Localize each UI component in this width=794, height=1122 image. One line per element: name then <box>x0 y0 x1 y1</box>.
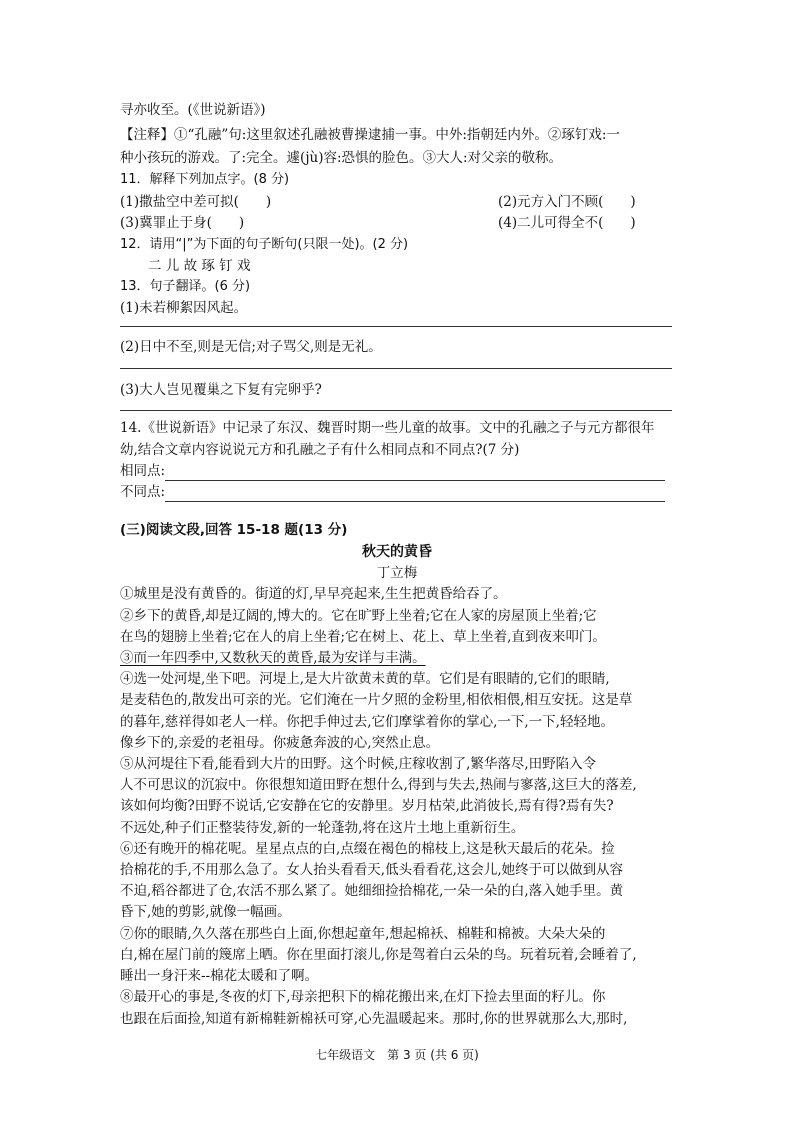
essay-line: 人不可思议的沉寂中。你很想知道田野在想什么,得到与失去,热闹与寥落,这巨大的落差, <box>120 777 637 793</box>
question-11-stem: 11．解释下列加点字。(8 分) <box>120 172 290 187</box>
answer-line[interactable] <box>120 410 672 411</box>
essay-line: ④选一处河堤,坐下吧。河堤上,是大片欲黄未黄的草。它们是有眼睛的,它们的眼睛, <box>120 671 610 687</box>
essay-line-underlined: ③而一年四季中,又数秋天的黄昏,最为安详与丰满。 <box>120 650 426 666</box>
annotation-line: 【注释】①“孔融”句:这里叙述孔融被曹操逮捕一事。中外:指朝廷内外。②琢钉戏:一 <box>120 127 620 143</box>
text-line: 寻亦收至。(《世说新语》) <box>120 102 266 118</box>
essay-line: 的暮年,慈祥得如老人一样。你把手伸过去,它们摩挲着你的掌心,一下,一下,轻轻地。 <box>120 714 614 730</box>
essay-line: ⑧最开心的事是,冬夜的灯下,母亲把积下的棉花搬出来,在灯下捡去里面的籽儿。你 <box>120 989 606 1005</box>
diff-answer-blank[interactable] <box>165 487 665 502</box>
question-14-diff-row <box>120 482 680 502</box>
essay-line: 在鸟的翅膀上坐着;它在人的肩上坐着;它在树上、花上、草上坐着,直到夜来叩门。 <box>120 629 606 645</box>
essay-line: 像乡下的,亲爱的老祖母。你疲惫奔波的心,突然止息。 <box>120 735 440 751</box>
annotation-line: 种小孩玩的游戏。了:完全。遽(jù)容:恐惧的脸色。③大人:对父亲的敬称。 <box>120 150 563 166</box>
question-12-sentence: 二 儿 故 琢 钉 戏 <box>148 258 251 274</box>
essay-line: ⑤从河堤往下看,能看到大片的田野。这个时候,庄稼收割了,繁华落尽,田野陷入令 <box>120 756 597 772</box>
essay-line: 也跟在后面捡,知道有新棉鞋新棉袄可穿,心先温暖起来。那时,你的世界就那么大,那时, <box>120 1011 628 1027</box>
diff-label: 不同点: <box>120 484 166 500</box>
question-14-stem: 幼,结合文章内容说说元方和孔融之子有什么相同点和不同点?(7 分) <box>120 442 520 458</box>
essay-title: 秋天的黄昏 <box>362 544 432 560</box>
question-12-stem: 12．请用“|”为下面的句子断句(只限一处)。(2 分) <box>120 237 409 252</box>
answer-line[interactable] <box>120 368 672 369</box>
essay-line: 睡出一身汗来--棉花太暖和了啊。 <box>120 968 319 984</box>
essay-line: ⑦你的眼睛,久久落在那些白上面,你想起童年,想起棉袄、棉鞋和棉被。大朵大朵的 <box>120 926 606 942</box>
page-footer: 七年级语文 第 3 页 (共 6 页) <box>315 1048 479 1062</box>
essay-author: 丁立梅 <box>376 565 418 581</box>
essay-line: ⑥还有晚开的棉花呢。星星点点的白,点缀在褐色的棉枝上,这是秋天最后的花朵。捡 <box>120 841 615 857</box>
essay-line: 不远处,种子们正整装待发,新的一轮蓬勃,将在这片土地上重新衍生。 <box>120 820 525 836</box>
question-11-item: (4)二儿可得全不( ) <box>498 215 636 231</box>
essay-line: 该如何均衡?田野不说话,它安静在它的安静里。岁月枯荣,此消彼长,焉有得?焉有失? <box>120 798 614 814</box>
essay-line: 昏下,她的剪影,就像一幅画。 <box>120 904 291 920</box>
question-14-same-row <box>120 461 680 481</box>
essay-line: ①城里是没有黄昏的。街道的灯,早早亮起来,生生把黄昏给吞了。 <box>120 586 507 602</box>
question-14-stem: 14.《世说新语》中记录了东汉、魏晋时期一些儿童的故事。文中的孔融之子与元方都很年 <box>120 420 655 436</box>
answer-line[interactable] <box>120 326 672 327</box>
essay-line: 是麦秸色的,散发出可亲的光。它们淹在一片夕照的金粉里,相依相偎,相互安抚。这是草 <box>120 692 633 708</box>
question-13-sentence: (3)大人岂见覆巢之下复有完卵乎? <box>120 382 322 398</box>
question-11-row <box>120 192 680 212</box>
question-13-sentence: (2)日中不至,则是无信;对子骂父,则是无礼。 <box>120 339 382 355</box>
section-heading: (三)阅读文段,回答 15-18 题(13 分) <box>120 522 348 538</box>
same-answer-blank[interactable] <box>165 466 665 481</box>
question-13-stem: 13．句子翻译。(6 分) <box>120 279 251 294</box>
question-11-item: (1)撒盐空中差可拟( ) <box>120 194 272 210</box>
question-13-sentence: (1)未若柳絮因风起。 <box>120 300 248 316</box>
same-label: 相同点: <box>120 463 166 479</box>
essay-line: 拾棉花的手,不用那么急了。女人抬头看看天,低头看看花,这会儿,她终于可以做到从容 <box>120 862 624 878</box>
question-11-item: (2)元方入门不顾( ) <box>498 194 636 210</box>
question-11-row <box>120 213 680 233</box>
essay-line: 白,棉在屋门前的篾席上晒。你在里面打滚儿,你是驾着白云朵的鸟。玩着玩着,会睡着了, <box>120 947 637 963</box>
essay-line: ②乡下的黄昏,却是辽阔的,博大的。它在旷野上坐着;它在人家的房屋顶上坐着;它 <box>120 608 597 624</box>
question-11-item: (3)冀罪止于身( ) <box>120 215 245 231</box>
essay-line: 不迫,稻谷都进了仓,农活不那么紧了。她细细捡拾棉花,一朵一朵的白,落入她手里。黄 <box>120 883 624 899</box>
